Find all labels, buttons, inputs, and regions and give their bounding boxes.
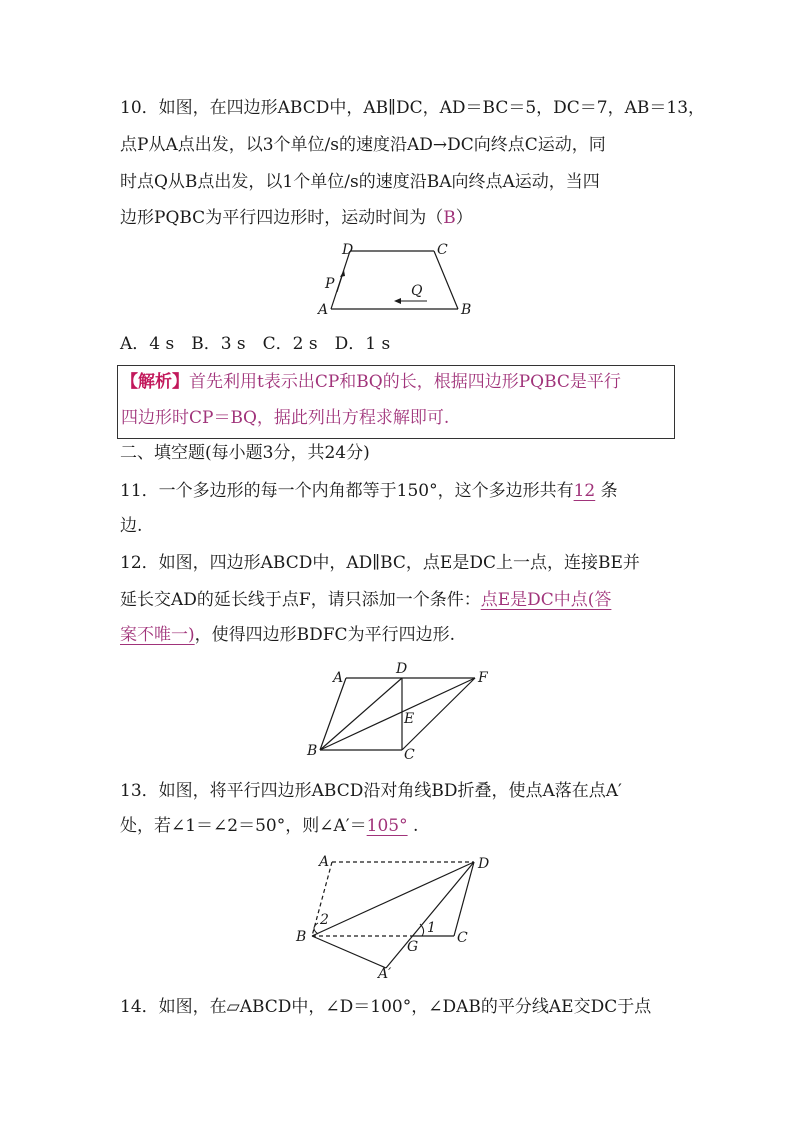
analysis-line-2: 四边形时CP＝BQ，据此列出方程求解即可. — [121, 408, 450, 428]
q10-line-1: 10．如图，在四边形ABCD中，AB∥DC，AD＝BC＝5，DC＝7，AB＝13， — [120, 98, 706, 118]
q10-label-p: P — [325, 276, 335, 292]
q10-line-3: 时点Q从B点出发，以1个单位/s的速度沿BA向终点A运动，当四 — [120, 172, 600, 192]
q10-arrow-q-head — [394, 298, 401, 304]
q12-figure — [300, 660, 500, 760]
q12-label-e: E — [404, 711, 415, 727]
q13-label-a: A — [319, 854, 330, 870]
q13-label-angle-2: 2 — [320, 912, 329, 928]
q12-line-2-prefix: 延长交AD的延长线于点F，请只添加一个条件： — [120, 590, 481, 610]
q13-label-g: G — [407, 939, 419, 955]
q12-answer-part-2: 案不唯一) — [120, 625, 195, 645]
q12-side-bf — [320, 678, 475, 750]
q10-line-4 — [120, 207, 473, 229]
q13-side-ba2 — [312, 936, 386, 968]
q12-line-3-suffix: ，使得四边形BDFC为平行四边形. — [194, 625, 455, 645]
q12-label-d: D — [396, 661, 408, 677]
q10-arrow-p-head — [340, 270, 345, 277]
q11-line-1 — [120, 480, 618, 502]
q10-label-d: D — [342, 242, 354, 258]
q13-label-d: D — [478, 856, 490, 872]
q10-label-a: A — [318, 302, 329, 318]
q10-label-b: B — [461, 302, 472, 318]
q12-answer-part-1: 点E是DC中点(答 — [480, 590, 612, 610]
q10-line-4-prefix: 边形PQBC为平行四边形时，运动时间为（ — [120, 208, 444, 228]
q11-answer: 12 — [573, 481, 596, 501]
q13-line-2-suffix: . — [413, 816, 419, 836]
q10-label-c: C — [437, 242, 448, 258]
q10-figure — [310, 240, 480, 322]
q10-line-4-suffix: ） — [455, 208, 473, 228]
q12-label-a: A — [333, 670, 344, 686]
analysis-text-1: 首先利用t表示出CP和BQ的长，根据四边形PQBC是平行 — [189, 372, 621, 392]
analysis-box — [117, 365, 675, 439]
q10-label-q: Q — [411, 283, 423, 299]
q12-label-b: B — [307, 743, 318, 759]
q11-line-1-prefix: 11．一个多边形的每一个内角都等于150°，这个多边形共有 — [120, 481, 574, 501]
q13-diagonal-bd — [312, 862, 474, 936]
q12-label-f: F — [478, 670, 488, 686]
q13-label-c: C — [457, 930, 468, 946]
q10-options: A．4 s B．3 s C．2 s D．1 s — [120, 334, 391, 354]
q12-side-bd — [320, 678, 402, 750]
q13-label-b: B — [296, 929, 307, 945]
section-2-heading: 二、填空题(每小题3分，共24分) — [120, 443, 370, 463]
q13-figure — [290, 850, 500, 980]
q13-label-angle-1: 1 — [427, 920, 436, 936]
analysis-tag: 【解析】 — [121, 372, 189, 392]
q13-label-a-prime: A′ — [378, 966, 392, 980]
q12-line-1: 12．如图，四边形ABCD中，AD∥BC，点E是DC上一点，连接BE并 — [120, 553, 640, 573]
q10-answer: B — [443, 208, 456, 228]
q12-label-c: C — [404, 747, 415, 760]
q11-line-1-suffix: 条 — [600, 481, 618, 501]
q13-line-2 — [120, 815, 418, 837]
q10-side-cb — [434, 251, 458, 309]
q13-answer: 105° — [366, 816, 408, 836]
analysis-line-1 — [121, 371, 621, 393]
q12-line-2 — [120, 589, 611, 611]
q12-line-3 — [120, 624, 455, 646]
q11-line-2: 边. — [120, 516, 143, 536]
q13-line-2-prefix: 处，若∠1＝∠2＝50°，则∠A′＝ — [120, 816, 367, 836]
q13-side-dc — [454, 862, 474, 936]
q14-line-1: 14．如图，在▱ABCD中，∠D＝100°，∠DAB的平分线AE交DC于点 — [120, 997, 652, 1017]
q10-line-2: 点P从A点出发，以3个单位/s的速度沿AD→DC向终点C运动，同 — [120, 135, 606, 155]
q13-side-a2d — [386, 862, 474, 968]
q13-line-1: 13．如图，将平行四边形ABCD沿对角线BD折叠，使点A落在点A′ — [120, 781, 622, 801]
